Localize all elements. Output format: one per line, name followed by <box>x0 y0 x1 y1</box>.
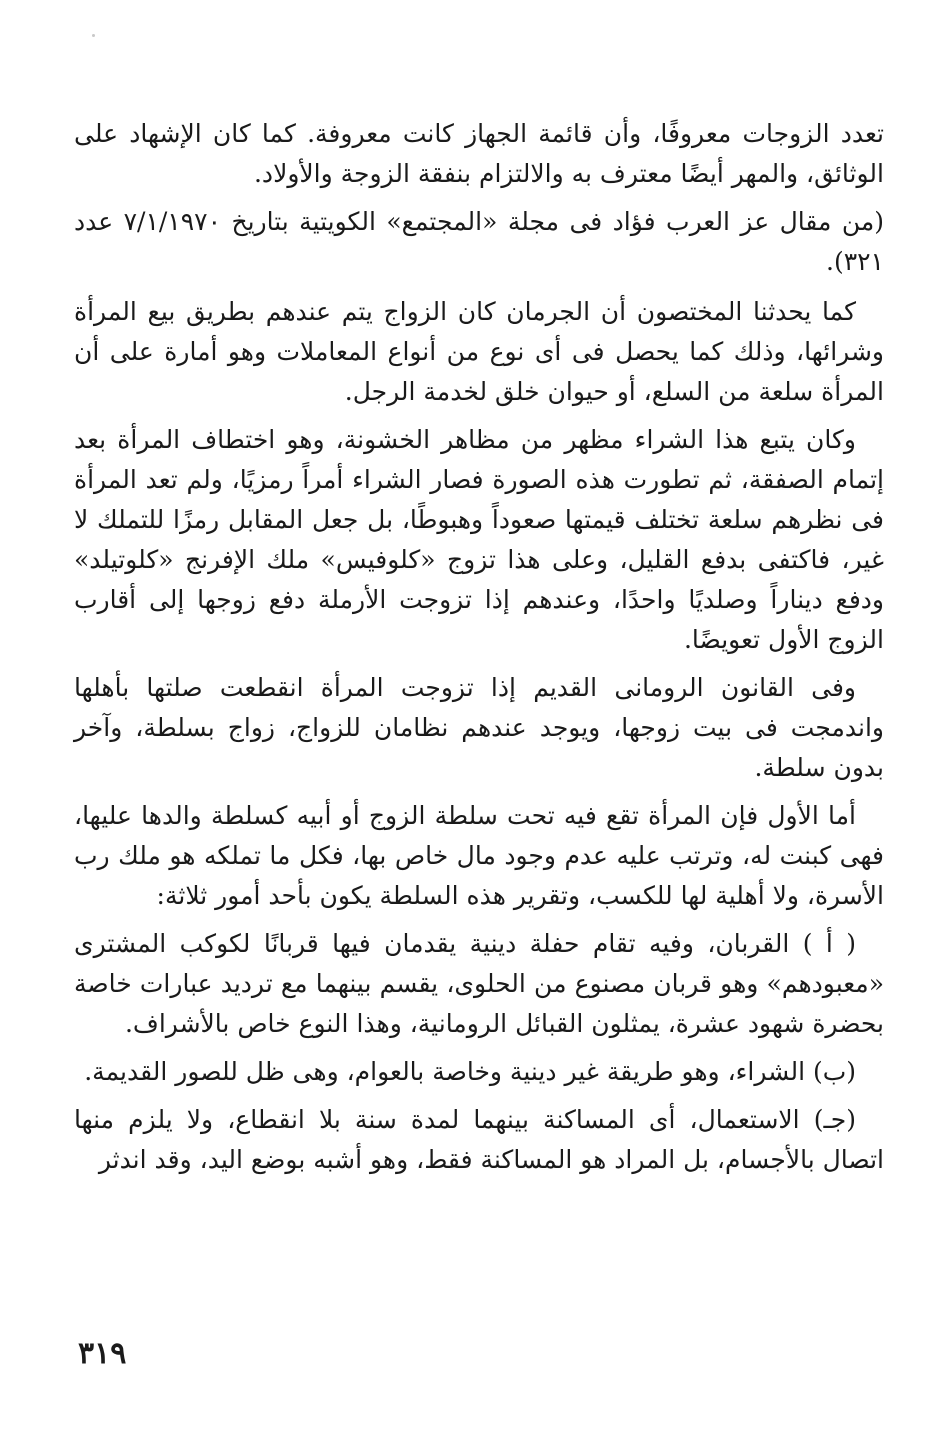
paragraph-first-system: أما الأول فإن المرأة تقع فيه تحت سلطة الزوج أو أبيه كسلطة والدها عليها، فهى كبنت له، وترتب عليه عدم وجود مال خاص بها، فكل ما تملكه هو ملك رب الأسرة، ولا أهلية لها للكسب، وتقرير هذه السلطة يكون بأحد أمور ثلاثة: <box>74 801 884 910</box>
list-item-b: (ب) الشراء، وهو طريقة غير دينية وخاصة بالعوام، وهى ظل للصور القديمة. <box>84 1057 856 1086</box>
list-item-c: (جـ) الاستعمال، أى المساكنة بينهما لمدة سنة بلا انقطاع، ولا يلزم منها اتصال بالأجسام، بل المراد هو المساكنة فقط، وهو أشبه بوضع اليد، وقد اندثر <box>74 1105 884 1174</box>
list-item-a: ( أ ) القربان، وفيه تقام حفلة دينية يقدمان فيها قربانًا لكوكب المشترى «معبودهم» وهو قربان مصنوع من الحلوى، يقسم بينهما مع ترديد عبارات خاصة بحضرة شهود عشرة، يمثلون القبائل الرومانية، وهذا النوع خاص بالأشراف. <box>74 929 884 1038</box>
paragraph-roman-law: وفى القانون الرومانى القديم إذا تزوجت المرأة انقطعت صلتها بأهلها واندمجت فى بيت زوجها، ويوجد عندهم نظامان للزواج، زواج بسلطة، وآخر بدون سلطة. <box>74 673 884 782</box>
paragraph-citation: (من مقال عز العرب فؤاد فى مجلة «المجتمع» الكويتية بتاريخ ٧/١/١٩٧٠ عدد ٣٢١). <box>74 207 884 276</box>
paragraph-continuation: تعدد الزوجات معروفًا، وأن قائمة الجهاز كانت معروفة. كما كان الإشهاد على الوثائق، والمهر أيضًا معترف به والالتزام بنفقة الزوجة والأولاد. <box>74 119 884 188</box>
page-number: ٣١٩ <box>78 1336 127 1371</box>
paragraph-purchase: وكان يتبع هذا الشراء مظهر من مظاهر الخشونة، وهو اختطاف المرأة بعد إتمام الصفقة، ثم تطورت هذه الصورة فصار الشراء أمراً رمزيًا، ولم تعد المرأة فى نظرهم سلعة تختلف قيمتها صعوداً وهبوطًا، بل جعل المقابل رمزًا للتملك لا غير، فاكتفى بدفع القليل، وعلى هذا تزوج «كلوفيس» ملك الإفرنج «كلوتيلد» ودفع ديناراً وصلديًا واحدًا، وعندهم إذا تزوجت الأرملة دفع زوجها إلى أقارب الزوج الأول تعويضًا. <box>74 425 884 654</box>
page-body <box>74 114 884 1188</box>
paragraph-germans: كما يحدثنا المختصون أن الجرمان كان الزواج يتم عندهم بطريق بيع المرأة وشرائها، وذلك كما يحصل فى أى نوع من أنواع المعاملات وهو أمارة على أن المرأة سلعة من السلع، أو حيوان خلق لخدمة الرجل. <box>74 297 884 406</box>
scan-speck <box>92 34 95 37</box>
